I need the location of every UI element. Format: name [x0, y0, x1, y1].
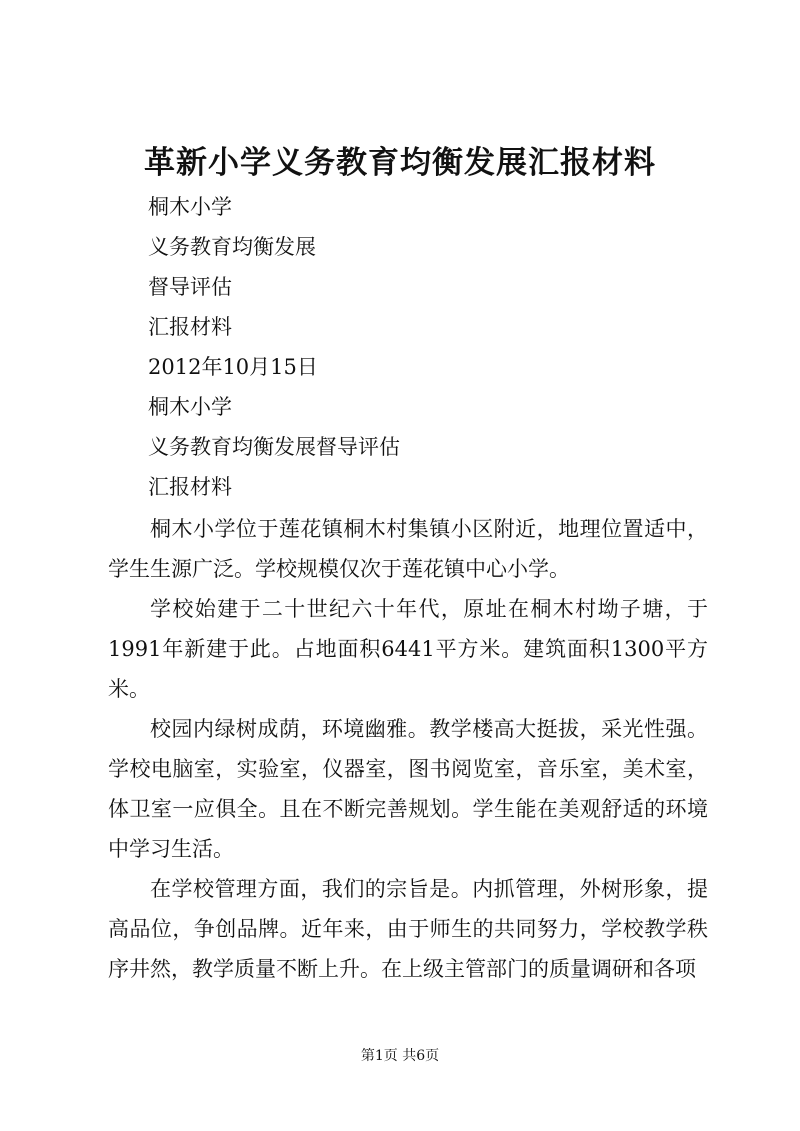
- cover-line-report-repeat: 汇报材料: [148, 475, 232, 499]
- paragraph-location: 桐木小学位于莲花镇桐木村集镇小区附近，地理位置适中，学生生源广泛。学校规模仅次于莲花镇中心小学。: [108, 517, 708, 581]
- cover-line-evaluation: 督导评估: [148, 275, 232, 299]
- cover-line-report: 汇报材料: [148, 315, 232, 339]
- cover-line-subject-full: 义务教育均衡发展督导评估: [148, 435, 400, 459]
- paragraph-management: 在学校管理方面，我们的宗旨是。内抓管理，外树形象，提高品位，争创品牌。近年来，由于师生的共同努力，学校教学秩序井然，教学质量不断上升。在上级主管部门的质量调研和各项: [108, 877, 708, 981]
- paragraph-campus: 校园内绿树成荫，环境幽雅。教学楼高大挺拔，采光性强。学校电脑室，实验室，仪器室，图书阅览室，音乐室，美术室，体卫室一应俱全。且在不断完善规划。学生能在美观舒适的环境中学习生活。: [108, 717, 708, 861]
- cover-line-subject: 义务教育均衡发展: [148, 235, 316, 259]
- cover-line-school-repeat: 桐木小学: [148, 395, 232, 419]
- body-text: [108, 509, 708, 989]
- paragraph-history: 学校始建于二十世纪六十年代，原址在桐木村坳子塘，于1991年新建于此。占地面积6441平方米。建筑面积1300平方米。: [108, 597, 708, 701]
- cover-line-date: 2012年10月15日: [148, 355, 318, 379]
- cover-line-school: 桐木小学: [148, 195, 232, 219]
- page-footer: 第1页 共6页: [360, 1048, 440, 1064]
- document-title: 革新小学义务教育均衡发展汇报材料: [144, 145, 656, 181]
